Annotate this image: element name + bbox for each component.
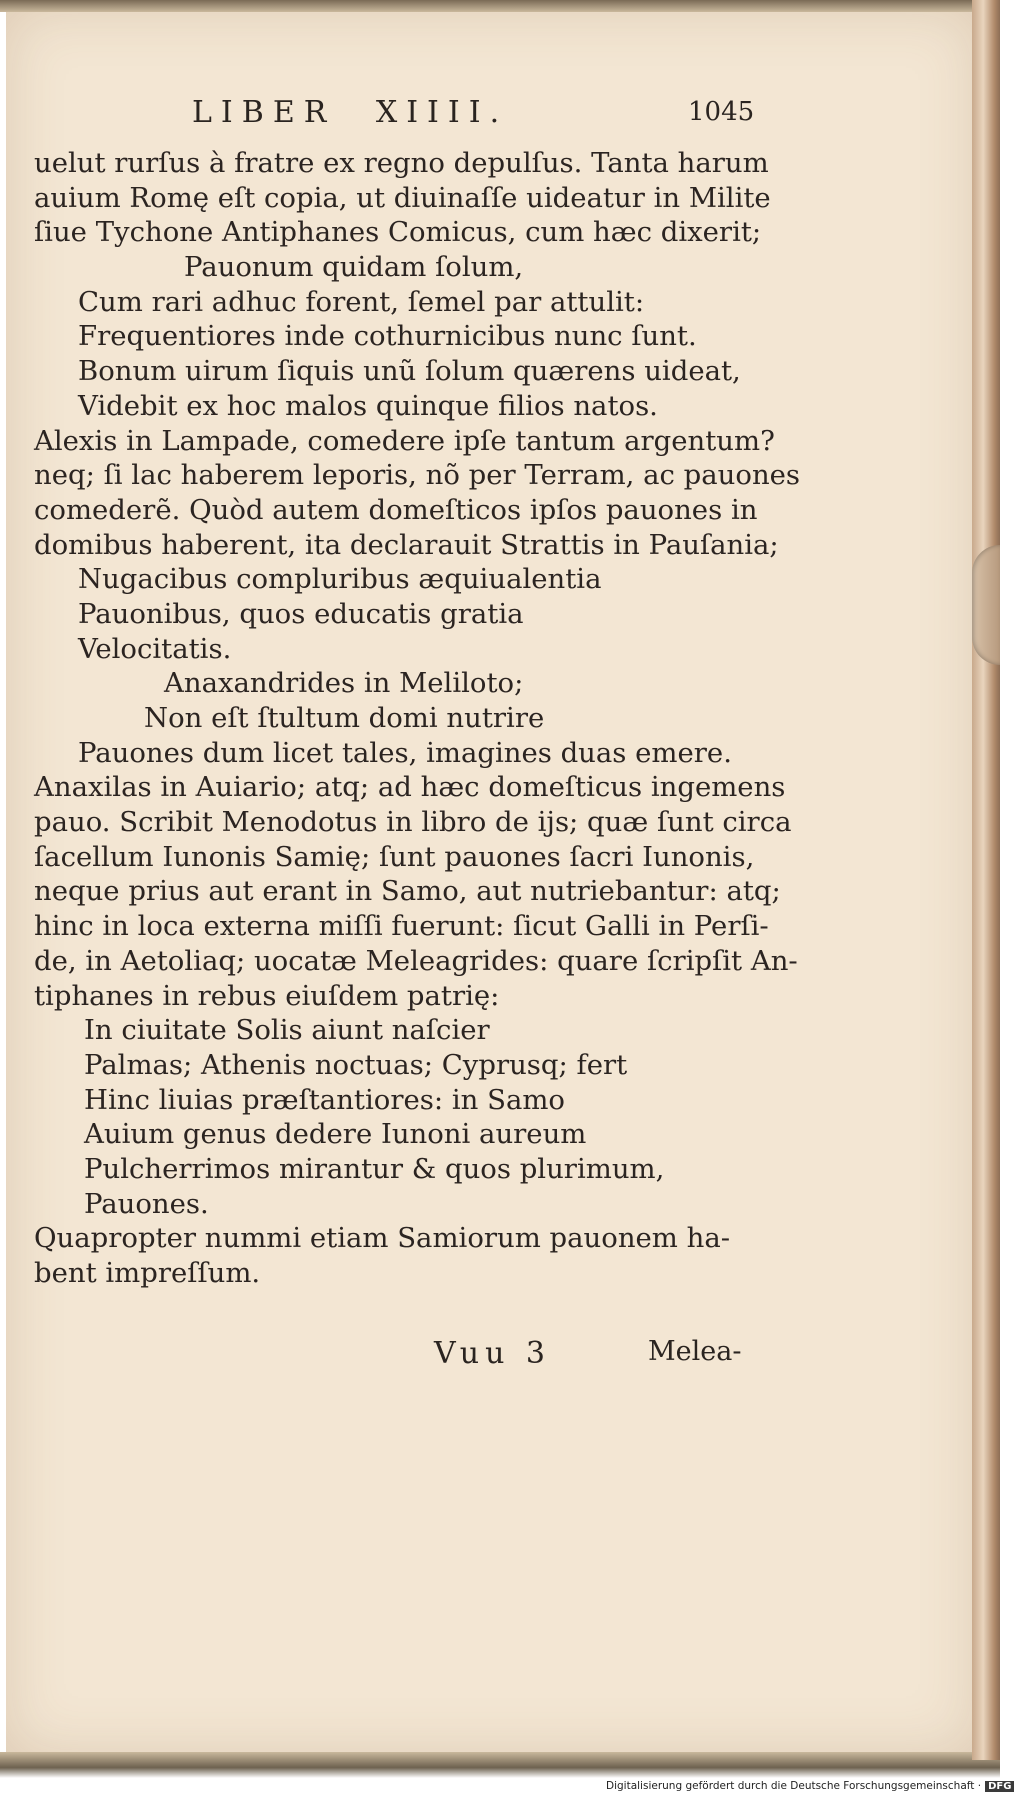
dfg-logo: DFG xyxy=(985,1781,1014,1792)
book-binding xyxy=(972,0,1000,1760)
verse-line: In ciuitate Solis aiunt naſcier xyxy=(84,1014,490,1047)
text-line: auium Romę eſt copia, ut diuinaſſe uideatur in Milite xyxy=(34,181,771,214)
verse-line: Pauones. xyxy=(84,1187,209,1220)
main-text xyxy=(34,146,801,1291)
verse-line: Bonum uirum ſiquis unũ ſolum quærens uideat, xyxy=(78,355,741,388)
text-line: ſiue Tychone Antiphanes Comicus, cum hæc dixerit; xyxy=(34,216,762,249)
page-top-edge xyxy=(0,0,1000,12)
text-line: Alexis in Lampade, comedere ipſe tantum argentum? xyxy=(34,424,775,457)
verse-line: Pauones dum licet tales, imagines duas emere. xyxy=(78,736,732,769)
verse-line: Velocitatis. xyxy=(78,632,232,665)
verse-line: Pauonibus, quos educatis gratia xyxy=(78,597,524,630)
verse-line: Auium genus dedere Iunoni aureum xyxy=(84,1118,587,1151)
binding-clasp xyxy=(972,545,1000,665)
catchword: Melea- xyxy=(648,1336,742,1367)
verse-line: Hinc liuias præſtantiores: in Samo xyxy=(84,1083,565,1116)
text-line: Quapropter nummi etiam Samiorum pauonem ha- xyxy=(34,1222,731,1255)
text-line: domibus haberent, ita declarauit Strattis in Pauſania; xyxy=(34,528,779,561)
verse-heading: Anaxandrides in Meliloto; xyxy=(164,667,524,700)
running-title: LIBER XIIII. xyxy=(192,95,509,130)
verse-line: Videbit ex hoc malos quinque filios natos. xyxy=(78,389,658,422)
text-line: pauo. Scribit Menodotus in libro de ijs; quæ ſunt circa xyxy=(34,806,792,839)
verse-line: Nugacibus compluribus æquiualentia xyxy=(78,563,602,596)
digitization-credit xyxy=(606,1780,1012,1796)
verse-line: Palmas; Athenis noctuas; Cyprusq; fert xyxy=(84,1048,628,1081)
text-line: neq; ſi lac haberem leporis, nõ per Terram, ac pauones xyxy=(34,459,801,492)
text-line: neque prius aut erant in Samo, aut nutriebantur: atq; xyxy=(34,875,781,908)
signature-mark: Vuu 3 xyxy=(434,1336,552,1371)
verse-line: Pulcherrimos mirantur & quos plurimum, xyxy=(84,1152,665,1185)
verse-line: Pauonum quidam ſolum, xyxy=(184,251,524,284)
text-line: hinc in loca externa miſſi fuerunt: ſicut Galli in Perſi- xyxy=(34,910,769,943)
text-line: uelut rurſus à fratre ex regno depulſus. Tanta harum xyxy=(34,147,769,179)
verse-line: Cum rari adhuc forent, ſemel par attulit: xyxy=(78,285,645,318)
verse-line: Non eſt ſtultum domi nutrire xyxy=(144,702,545,734)
page-bottom-edge xyxy=(0,1752,1000,1778)
text-line: comederẽ. Quòd autem domeſticos ipſos pauones in xyxy=(34,493,758,526)
text-line: de, in Aetoliaq; uocatæ Meleagrides: quare ſcripſit An- xyxy=(34,944,798,977)
text-line: tiphanes in rebus eiuſdem patrię: xyxy=(34,979,500,1012)
text-line: bent impreſſum. xyxy=(34,1257,261,1289)
text-line: Anaxilas in Auiario; atq; ad hæc domeſticus ingemens xyxy=(34,771,786,804)
page-header xyxy=(0,95,1000,135)
catch-line xyxy=(0,1336,1000,1376)
page-number: 1045 xyxy=(688,97,755,127)
verse-line: Frequentiores inde cothurnicibus nunc ſunt. xyxy=(78,320,697,353)
credit-text: Digitalisierung gefördert durch die Deutsche Forschungsgemeinschaft · xyxy=(606,1780,982,1792)
text-line: ſacellum Iunonis Samię; ſunt pauones ſacri Iunonis, xyxy=(34,840,755,873)
